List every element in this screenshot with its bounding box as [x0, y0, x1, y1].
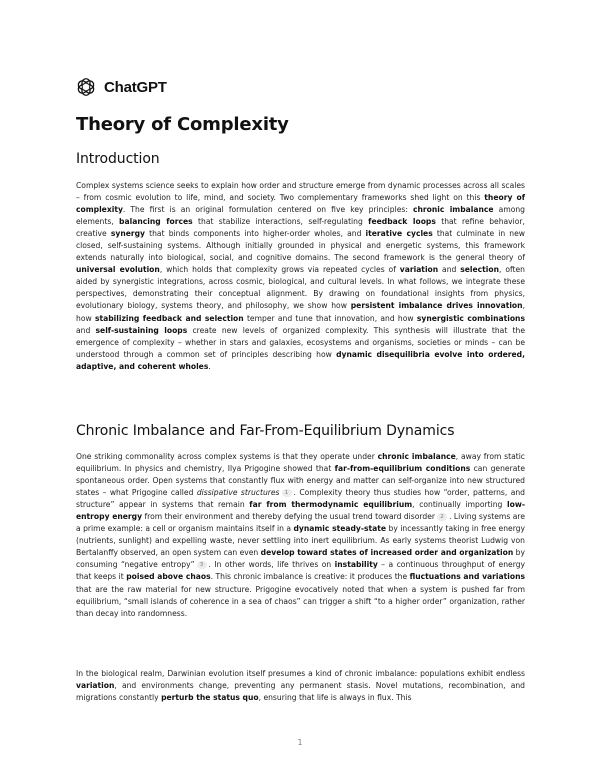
- citation-badge[interactable]: 1: [282, 489, 292, 497]
- section-heading-chronic-imbalance: Chronic Imbalance and Far-From-Equilibrium Dynamics: [76, 423, 455, 439]
- page-number: 1: [297, 738, 303, 747]
- document-title: Theory of Complexity: [76, 114, 289, 135]
- section-heading-introduction: Introduction: [76, 151, 160, 167]
- citation-badge[interactable]: 2: [437, 513, 447, 521]
- openai-logo-icon: [76, 77, 96, 97]
- brand-name: ChatGPT: [104, 78, 167, 96]
- introduction-paragraph: Complex systems science seeks to explain how order and structure emerge from dynamic processes across all scales – from cosmic evolution to life, mind, and society. Two complementary frameworks shed light on this theory of complexity. The first is an original formulation centered on five key principles: chronic imbalance among elements, balancing forces that stabilize interactions, self-regulating feedback loops that refine behavior, creative synergy that binds components into higher-order wholes, and iterative cycles that culminate in new closed, self-sustaining systems. Although initially grounded in physical and energetic systems, this framework extends naturally into biological, social, and cognitive domains. The second framework is the general theory of universal evolution, which holds that complexity grows via repeated cycles of variation and selection, often aided by synergistic integrations, across cosmic, biological, and cultural levels. In what follows, we integrate these perspectives, demonstrating their conceptual alignment. By drawing on foundational insights from physics, evolutionary biology, systems theory, and philosophy, we show how persistent imbalance drives innovation, how stabilizing feedback and selection temper and tune that innovation, and how synergistic combinations and self-sustaining loops create new levels of organized complexity. This synthesis will illustrate that the emergence of complexity – whether in stars and galaxies, ecosystems and organisms, societies or minds – can be understood through a common set of principles describing how dynamic disequilibria evolve into ordered, adaptive, and coherent wholes.: [76, 181, 526, 371]
- brand-header: [76, 76, 167, 98]
- citation-badge[interactable]: 3: [197, 561, 207, 569]
- chronic-imbalance-paragraph: One striking commonality across complex systems is that they operate under chronic imbalance, away from static equilibrium. In physics and chemistry, Ilya Prigogine showed that far-from-equilibrium conditions can generate spontaneous order. Open systems that constantly flux with energy and matter can self-organize into new structured states – what Prigogine called dissipative structures 1 . Complexity theory thus studies how “order, patterns, and structure” appear in systems that remain far from thermodynamic equilibrium, continually importing low-entropy energy from their environment and thereby defying the usual trend toward disorder 2 . Living systems are a prime example: a cell or organism maintains itself in a dynamic steady-state by incessantly taking in free energy (nutrients, sunlight) and expelling waste, never settling into inert equilibrium. As early systems theorist Ludwig von Bertalanffy observed, an open system can even develop toward states of increased order and organization by consuming “negative entropy” 3 . In other words, life thrives on instability – a continuous throughput of energy that keeps it poised above chaos. This chronic imbalance is creative: it produces the fluctuations and variations that are the raw material for new structure. Prigogine evocatively noted that when a system is pushed far from equilibrium, “small islands of coherence in a sea of chaos” can trigger a shift “to a higher order” organization, rather than decay into randomness.: [76, 452, 526, 618]
- biological-paragraph: In the biological realm, Darwinian evolution itself presumes a kind of chronic imbalance: populations exhibit endless variation, and environments change, preventing any permanent stasis. Novel mutations, recombination, and migrations constantly perturb the status quo, ensuring that life is always in flux. This: [76, 669, 525, 703]
